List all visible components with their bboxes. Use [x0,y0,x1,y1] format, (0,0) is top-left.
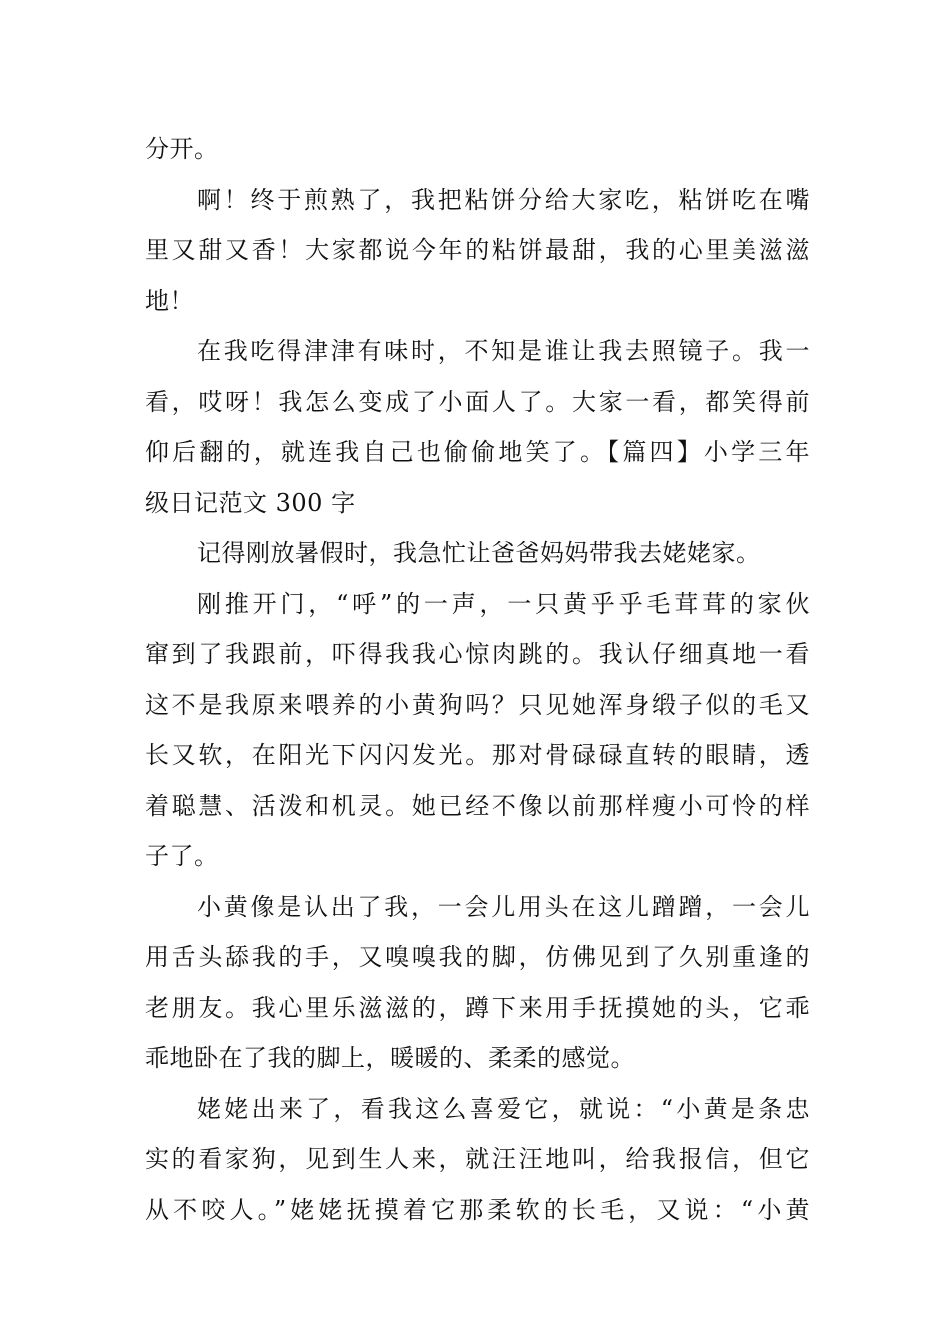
text-line: 着聪慧、活泼和机灵。她已经不像以前那样瘦小可怜的样 [145,791,810,820]
text-line: 这不是我原来喂养的小黄狗吗？只见她浑身缎子似的毛又 [145,690,810,719]
text-line: 乖地卧在了我的脚上，暖暖的、柔柔的感觉。 [145,1044,635,1072]
text-line: 分开。 [145,135,219,163]
text-line: 窜到了我跟前，吓得我我心惊肉跳的。我认仔细真地一看 [145,640,810,668]
text-line: 刚推开门，“呼”的一声，一只黄乎乎毛茸茸的家伙 [197,589,810,618]
text-line: 用舌头舔我的手，又嗅嗅我的脚，仿佛见到了久别重逢的 [145,943,810,971]
text-line: 子了。 [145,842,219,870]
text-line: 老朋友。我心里乐滋滋的，蹲下来用手抚摸她的头，它乖 [145,993,810,1022]
text-line: 看，哎呀！我怎么变成了小面人了。大家一看，都笑得前 [145,387,810,416]
text-line: 里又甜又香！大家都说今年的粘饼最甜，我的心里美滋滋 [145,236,810,264]
text-line: 地！ [145,286,194,315]
text-line: 从不咬人。”姥姥抚摸着它那柔软的长毛，又说：“小黄 [145,1195,810,1224]
text-line: 级日记范文 300 字 [145,488,356,517]
text-line: 啊！终于煎熟了，我把粘饼分给大家吃，粘饼吃在嘴 [197,185,810,214]
text-line: 长又软，在阳光下闪闪发光。那对骨碌碌直转的眼睛，透 [145,741,810,769]
text-line: 小黄像是认出了我，一会儿用头在这儿蹭蹭，一会儿 [197,892,810,921]
document-body [145,124,810,1235]
text-line: 在我吃得津津有味时，不知是谁让我去照镜子。我一 [197,337,810,365]
text-line: 仰后翻的，就连我自己也偷偷地笑了。【篇四】小学三年 [145,438,810,466]
text-line: 记得刚放暑假时，我急忙让爸爸妈妈带我去姥姥家。 [197,539,761,567]
text-line: 实的看家狗，见到生人来，就汪汪地叫，给我报信，但它 [145,1145,810,1173]
text-line: 姥姥出来了，看我这么喜爱它，就说：“小黄是条忠 [197,1094,810,1123]
